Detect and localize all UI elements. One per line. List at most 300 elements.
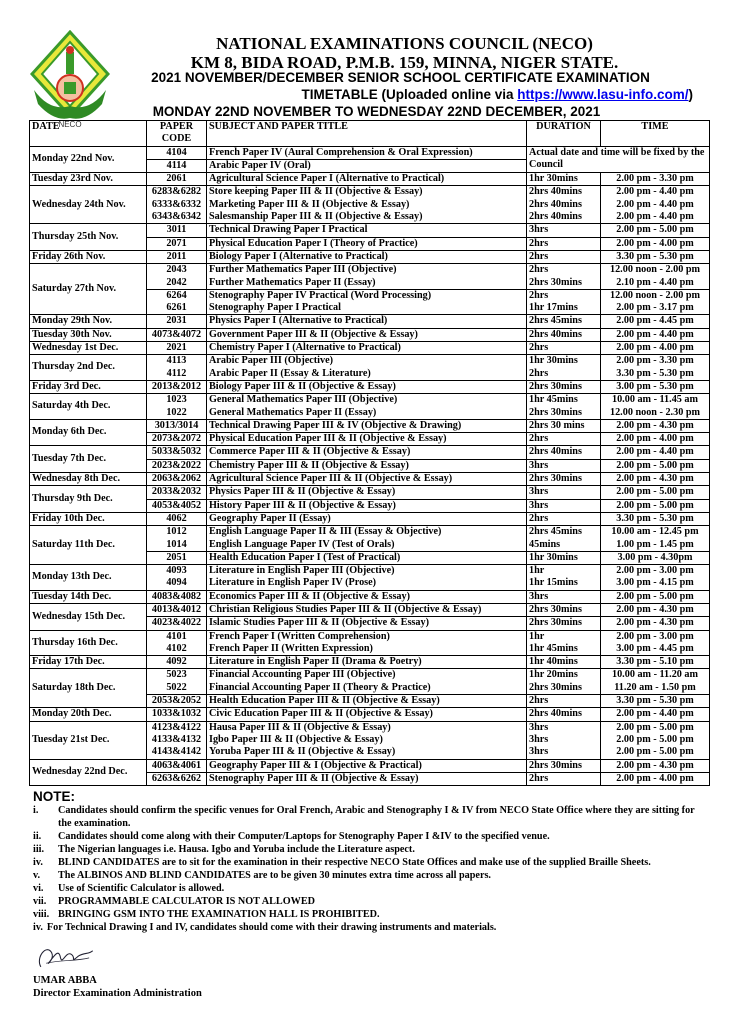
exam-time: 2.00 pm - 5.00 pm xyxy=(616,733,694,745)
exam-time: 2.00 pm - 4.00 pm xyxy=(616,772,694,784)
paper-code: 2071 xyxy=(166,237,187,249)
exam-time-cell xyxy=(601,656,710,669)
subject-title-cell xyxy=(207,617,527,630)
exam-time: 2.00 pm - 5.00 pm xyxy=(616,224,694,236)
exam-date: Friday 26th Nov. xyxy=(30,250,147,263)
exam-time: 3.00 pm - 4.15 pm xyxy=(616,577,694,589)
duration: 1hr 30mins xyxy=(529,355,578,367)
column-header-subject: SUBJECT AND PAPER TITLE xyxy=(207,121,527,147)
table-row xyxy=(30,380,710,393)
table-row xyxy=(30,721,710,759)
duration: 1hr xyxy=(529,565,545,577)
exam-date: Wednesday 1st Dec. xyxy=(30,342,147,355)
table-row xyxy=(30,146,710,159)
paper-code-cell xyxy=(147,380,207,393)
duration: 2hrs xyxy=(529,772,549,784)
subject-title: Biology Paper I (Alternative to Practical) xyxy=(209,250,388,262)
table-row xyxy=(30,250,710,263)
exam-time: 2.00 pm - 4.30 pm xyxy=(616,419,694,431)
paper-code: 2051 xyxy=(166,551,187,563)
document-body xyxy=(29,120,709,1000)
paper-code: 4073&4072 xyxy=(151,328,202,340)
exam-period: MONDAY 22ND NOVEMBER TO WEDNESDAY 22ND DECEMBER, 2021 xyxy=(152,104,601,119)
duration: 2hrs 45mins xyxy=(529,315,582,327)
note-text: The ALBINOS AND BLIND CANDIDATES are to be given 30 minutes extra time across all papers. xyxy=(58,870,491,882)
duration: 2hrs 30mins xyxy=(529,759,582,771)
paper-code: 4092 xyxy=(166,656,187,668)
paper-code-label-line1: PAPER xyxy=(159,121,194,132)
duration: 2hrs 40mins xyxy=(529,708,582,720)
signatory-title: Director Examination Administration xyxy=(33,988,202,1000)
exam-time: 2.00 pm - 4.00 pm xyxy=(616,433,694,445)
paper-code-cell xyxy=(147,656,207,669)
subject-title: Stenography Paper IV Practical (Word Processing) xyxy=(209,289,432,301)
subject-title: Arabic Paper IV (Oral) xyxy=(209,159,311,171)
exam-date: Wednesday 24th Nov. xyxy=(30,186,147,224)
duration: 2hrs xyxy=(529,250,549,262)
exam-time-cell xyxy=(601,603,710,616)
paper-code: 4113 xyxy=(166,355,187,367)
exam-date: Tuesday 14th Dec. xyxy=(30,590,147,603)
exam-time: 12.00 noon - 2.30 pm xyxy=(609,406,700,418)
signatory-name: UMAR ABBA xyxy=(33,975,97,987)
subject-title-cell xyxy=(207,656,527,669)
note-item xyxy=(33,856,709,869)
paper-code: 2013&2012 xyxy=(151,380,202,392)
duration: 2hrs xyxy=(529,342,549,354)
paper-code-cell xyxy=(147,708,207,721)
paper-code-cell xyxy=(147,224,207,237)
table-row xyxy=(30,630,710,656)
subject-title-cell xyxy=(207,355,527,381)
exam-time: 3.30 pm - 5.30 pm xyxy=(616,512,694,524)
signature xyxy=(30,940,100,974)
exam-title: 2021 NOVEMBER/DECEMBER SENIOR SCHOOL CERTIFICATE EXAMINATION xyxy=(151,70,650,85)
paper-code: 6263&6262 xyxy=(151,772,202,784)
exam-date: Wednesday 22nd Dec. xyxy=(30,759,147,786)
duration-cell xyxy=(527,630,601,656)
subject-title-cell xyxy=(207,459,527,472)
subject-title: Marketing Paper III & II (Objective & Essay) xyxy=(209,198,410,210)
paper-code-cell xyxy=(147,355,207,381)
subject-title: Hausa Paper III & II (Objective & Essay) xyxy=(209,721,391,733)
subject-title: Stenography Paper III & II (Objective & Essay) xyxy=(209,772,419,784)
exam-date: Wednesday 8th Dec. xyxy=(30,473,147,486)
duration-cell xyxy=(527,419,601,432)
duration: 3hrs xyxy=(529,721,549,733)
exam-time-cell xyxy=(601,459,710,472)
table-row xyxy=(30,590,710,603)
exam-time-cell xyxy=(601,394,710,420)
subject-title-cell xyxy=(207,669,527,695)
council-address: KM 8, BIDA ROAD, P.M.B. 159, MINNA, NIGER STATE. xyxy=(190,53,619,72)
duration: 2hrs xyxy=(529,264,549,276)
paper-code: 2042 xyxy=(166,276,187,288)
duration-cell xyxy=(527,526,601,552)
subject-title-cell xyxy=(207,708,527,721)
subject-title-cell xyxy=(207,603,527,616)
note-number: ii. xyxy=(33,831,42,843)
exam-time-cell xyxy=(601,224,710,237)
exam-time-cell xyxy=(601,551,710,564)
table-row xyxy=(30,669,710,695)
paper-code-cell xyxy=(147,617,207,630)
paper-code: 2033&2032 xyxy=(151,486,202,498)
paper-code: 1014 xyxy=(166,538,187,550)
paper-code: 1012 xyxy=(166,526,187,538)
exam-time: 2.00 pm - 5.00 pm xyxy=(616,746,694,758)
subject-title-cell xyxy=(207,721,527,759)
timetable-subtitle xyxy=(301,87,693,102)
subject-title: Health Education Paper III & II (Objective & Essay) xyxy=(209,695,440,707)
exam-time: 2.00 pm - 4.00 pm xyxy=(616,237,694,249)
duration-cell xyxy=(527,342,601,355)
note-number: vi. xyxy=(33,883,44,895)
duration: 3hrs xyxy=(529,499,549,511)
exam-date: Thursday 16th Dec. xyxy=(30,630,147,656)
duration: 2hrs 30mins xyxy=(529,603,582,615)
note-item xyxy=(33,804,709,830)
subject-title-cell xyxy=(207,250,527,263)
subject-title-cell xyxy=(207,526,527,552)
subject-title: Agricultural Science Paper III & II (Objective & Essay) xyxy=(209,473,453,485)
duration: 2hrs 30mins xyxy=(529,406,582,418)
duration-cell xyxy=(527,237,601,250)
exam-time-cell xyxy=(601,772,710,785)
exam-date: Tuesday 7th Dec. xyxy=(30,446,147,473)
duration: 1hr 15mins xyxy=(529,577,578,589)
paper-code-cell xyxy=(147,499,207,512)
note-item xyxy=(33,843,709,856)
exam-time: 2.00 pm - 4.30 pm xyxy=(616,473,694,485)
duration: 2hrs 30mins xyxy=(529,276,582,288)
duration-cell xyxy=(527,656,601,669)
subject-title-cell xyxy=(207,499,527,512)
duration-cell xyxy=(527,708,601,721)
svg-text:NECO: NECO xyxy=(58,120,82,129)
subject-title: Islamic Studies Paper III & II (Objective & Essay) xyxy=(209,617,429,629)
exam-time-cell xyxy=(601,433,710,446)
table-row xyxy=(30,473,710,486)
exam-time: 2.00 pm - 3.00 pm xyxy=(616,565,694,577)
subject-title: Commerce Paper III & II (Objective & Essay) xyxy=(209,446,411,458)
exam-time: 3.00 pm - 4.45 pm xyxy=(616,642,694,654)
subject-title: French Paper IV (Aural Comprehension & Oral Expression) xyxy=(209,146,473,158)
duration: 1hr 40mins xyxy=(529,656,578,668)
exam-date: Saturday 4th Dec. xyxy=(30,394,147,420)
subject-title: Agricultural Science Paper I (Alternative to Practical) xyxy=(209,173,445,185)
note-text: BLIND CANDIDATES are to sit for the examination in their respective NECO State Offices and make use of the supplied Braille Sheets. xyxy=(58,857,651,869)
duration-cell xyxy=(527,512,601,525)
duration: 2hrs xyxy=(529,367,549,379)
paper-code: 4101 xyxy=(166,630,187,642)
duration: 1hr 17mins xyxy=(529,302,578,314)
duration-cell xyxy=(527,355,601,381)
subject-title-cell xyxy=(207,512,527,525)
duration-cell xyxy=(527,499,601,512)
subject-title: Literature in English Paper II (Drama & Poetry) xyxy=(209,656,422,668)
duration: 2hrs xyxy=(529,433,549,445)
exam-time: 2.00 pm - 5.00 pm xyxy=(616,721,694,733)
duration: 2hrs 40mins xyxy=(529,198,582,210)
duration-cell xyxy=(527,328,601,341)
subject-title-cell xyxy=(207,565,527,591)
duration: 2hrs xyxy=(529,237,549,249)
website-link[interactable]: https://www.lasu-info.com/ xyxy=(517,87,689,102)
paper-code: 2061 xyxy=(166,173,187,185)
paper-code-cell xyxy=(147,394,207,420)
paper-code-cell xyxy=(147,473,207,486)
paper-code: 5033&5032 xyxy=(151,446,202,458)
exam-date: Tuesday 21st Dec. xyxy=(30,721,147,759)
subject-title: Financial Accounting Paper III (Objective) xyxy=(209,669,396,681)
paper-code: 4062 xyxy=(166,512,187,524)
subject-title-cell xyxy=(207,486,527,499)
table-row xyxy=(30,419,710,432)
subject-title-cell xyxy=(207,433,527,446)
note-item xyxy=(33,869,709,882)
exam-time: 3.00 pm - 5.30 pm xyxy=(616,380,694,392)
paper-code: 3013/3014 xyxy=(154,419,199,431)
subject-title: Christian Religious Studies Paper III & II (Objective & Essay) xyxy=(209,603,482,615)
exam-date: Monday 6th Dec. xyxy=(30,419,147,446)
duration: 2hrs 30mins xyxy=(529,681,582,693)
duration-cell xyxy=(527,250,601,263)
exam-time: 2.00 pm - 4.30 pm xyxy=(616,617,694,629)
exam-time: 2.00 pm - 4.40 pm xyxy=(616,211,694,223)
exam-time: 2.00 pm - 4.40 pm xyxy=(616,186,694,198)
subject-title-cell xyxy=(207,695,527,708)
paper-code: 6283&6282 xyxy=(151,186,202,198)
exam-time: 10.00 am - 11.20 am xyxy=(611,669,699,681)
duration-cell xyxy=(527,565,601,591)
exam-time: 2.00 pm - 5.00 pm xyxy=(616,590,694,602)
note-number: v. xyxy=(33,870,41,882)
note-number: iv. xyxy=(33,922,43,934)
subject-title: Salesmanship Paper III & II (Objective & Essay) xyxy=(209,211,423,223)
paper-code: 4053&4052 xyxy=(151,499,202,511)
table-header-row xyxy=(30,121,710,147)
duration: 2hrs 40mins xyxy=(529,446,582,458)
exam-date: Monday 20th Dec. xyxy=(30,708,147,721)
paper-code: 4093 xyxy=(166,565,187,577)
paper-code: 4063&4061 xyxy=(151,759,202,771)
paper-code: 1022 xyxy=(166,406,187,418)
subject-title: Store keeping Paper III & II (Objective & Essay) xyxy=(209,186,423,198)
note-item xyxy=(33,882,709,895)
exam-time-cell xyxy=(601,499,710,512)
exam-time-cell xyxy=(601,446,710,459)
exam-time-cell xyxy=(601,380,710,393)
table-row xyxy=(30,446,710,459)
exam-time-cell xyxy=(601,342,710,355)
subject-title-cell xyxy=(207,551,527,564)
table-row xyxy=(30,315,710,328)
duration: 2hrs xyxy=(529,695,549,707)
note-text: Use of Scientific Calculator is allowed. xyxy=(58,883,225,895)
paper-code: 4104 xyxy=(166,146,187,158)
paper-code-cell xyxy=(147,603,207,616)
subject-title-cell xyxy=(207,328,527,341)
exam-date: Friday 3rd Dec. xyxy=(30,380,147,393)
exam-time: 1.00 pm - 1.45 pm xyxy=(616,538,694,550)
table-row xyxy=(30,394,710,420)
paper-code-cell xyxy=(147,695,207,708)
exam-time-cell xyxy=(601,630,710,656)
duration: 2hrs 40mins xyxy=(529,328,582,340)
subject-title-cell xyxy=(207,264,527,290)
subject-title: Economics Paper III & II (Objective & Essay) xyxy=(209,590,410,602)
exam-time-cell xyxy=(601,250,710,263)
exam-time: 2.00 pm - 3.30 pm xyxy=(616,173,694,185)
table-row xyxy=(30,759,710,772)
paper-code-cell xyxy=(147,459,207,472)
exam-time: 2.00 pm - 4.30 pm xyxy=(616,759,694,771)
subject-title: Literature in English Paper III (Objective) xyxy=(209,565,395,577)
paper-code-cell xyxy=(147,237,207,250)
subject-title: English Language Paper IV (Test of Orals) xyxy=(209,538,395,550)
subject-title-cell xyxy=(207,419,527,432)
table-row xyxy=(30,526,710,552)
column-header-paper-code xyxy=(147,121,207,147)
paper-code: 4102 xyxy=(166,642,187,654)
duration-cell xyxy=(527,264,601,290)
paper-code: 6333&6332 xyxy=(151,198,202,210)
paper-code-cell xyxy=(147,721,207,759)
table-row xyxy=(30,328,710,341)
subject-title-cell xyxy=(207,446,527,459)
exam-time-cell xyxy=(601,512,710,525)
note-item xyxy=(33,895,709,908)
notes-list xyxy=(29,804,709,934)
subject-title: Igbo Paper III & II (Objective & Essay) xyxy=(209,733,383,745)
council-name: NATIONAL EXAMINATIONS COUNCIL (NECO) xyxy=(216,34,593,53)
duration-cell xyxy=(527,486,601,499)
subject-title: Yoruba Paper III & II (Objective & Essay) xyxy=(209,746,396,758)
duration: 45mins xyxy=(529,538,561,550)
duration: 2hrs 30mins xyxy=(529,617,582,629)
duration-cell xyxy=(527,473,601,486)
exam-date: Monday 29th Nov. xyxy=(30,315,147,328)
exam-time-cell xyxy=(601,173,710,186)
table-row xyxy=(30,264,710,290)
subject-title: Arabic Paper III (Objective) xyxy=(209,355,334,367)
paper-code-label-line2: CODE xyxy=(161,133,192,145)
paper-code-cell xyxy=(147,342,207,355)
paper-code: 1033&1032 xyxy=(151,708,202,720)
note-text: For Technical Drawing I and IV, candidates should come with their drawing instruments and materials. xyxy=(46,922,497,934)
exam-time-cell xyxy=(601,590,710,603)
duration-cell xyxy=(527,446,601,459)
duration: 1hr 30mins xyxy=(529,551,578,563)
paper-code: 2063&2062 xyxy=(151,473,202,485)
subject-title-cell xyxy=(207,315,527,328)
paper-code: 2053&2052 xyxy=(151,695,202,707)
note-number: iv. xyxy=(33,857,43,869)
table-row xyxy=(30,355,710,381)
subject-title-cell xyxy=(207,237,527,250)
note-item xyxy=(33,830,709,843)
exam-time-cell xyxy=(601,264,710,290)
paper-code-cell xyxy=(147,186,207,224)
paper-code: 2073&2072 xyxy=(151,433,202,445)
duration: 1hr 20mins xyxy=(529,669,578,681)
note-text: Candidates should come along with their Computer/Laptops for Stenography Paper I &IV to the specified venue. xyxy=(58,831,550,843)
exam-time: 12.00 noon - 2.00 pm xyxy=(609,264,700,276)
exam-date: Wednesday 15th Dec. xyxy=(30,603,147,630)
subject-title-cell xyxy=(207,380,527,393)
exam-time-cell xyxy=(601,565,710,591)
subject-title-cell xyxy=(207,173,527,186)
subject-title: Technical Drawing Paper III & IV (Objective & Drawing) xyxy=(209,419,462,431)
exam-time: 2.00 pm - 4.45 pm xyxy=(616,315,694,327)
duration-cell xyxy=(527,590,601,603)
duration-cell xyxy=(527,759,601,772)
exam-time: 2.00 pm - 4.40 pm xyxy=(616,198,694,210)
duration: 2hrs 40mins xyxy=(529,186,582,198)
subject-title: Chemistry Paper III & II (Objective & Essay) xyxy=(209,459,409,471)
duration-cell xyxy=(527,617,601,630)
duration-cell xyxy=(527,772,601,785)
duration-cell xyxy=(527,394,601,420)
duration: 3hrs xyxy=(529,224,549,236)
exam-time: 10.00 am - 12.45 pm xyxy=(611,526,699,538)
column-header-date: DATE xyxy=(30,121,147,147)
note-number: iii. xyxy=(33,844,45,856)
paper-code: 4094 xyxy=(166,577,187,589)
exam-time: 2.00 pm - 5.00 pm xyxy=(616,486,694,498)
duration: 3hrs xyxy=(529,590,549,602)
subject-title: Arabic Paper II (Essay & Literature) xyxy=(209,367,371,379)
exam-time-cell xyxy=(601,486,710,499)
paper-code: 6343&6342 xyxy=(151,211,202,223)
note-item xyxy=(33,908,709,921)
exam-time-cell xyxy=(601,355,710,381)
duration: 3hrs xyxy=(529,486,549,498)
timetable-body xyxy=(30,146,710,786)
exam-time-cell xyxy=(601,669,710,695)
duration-cell xyxy=(527,669,601,695)
paper-code: 1023 xyxy=(166,394,187,406)
subject-title-cell xyxy=(207,342,527,355)
exam-time: 2.00 pm - 3.17 pm xyxy=(616,302,694,314)
exam-date: Thursday 9th Dec. xyxy=(30,486,147,513)
exam-date: Tuesday 23rd Nov. xyxy=(30,173,147,186)
duration-cell xyxy=(527,380,601,393)
exam-time-cell xyxy=(601,617,710,630)
subject-title-cell xyxy=(207,772,527,785)
paper-code: 5023 xyxy=(166,669,187,681)
note-number: i. xyxy=(33,805,39,817)
subject-title: Geography Paper II (Essay) xyxy=(209,512,331,524)
duration: 2hrs 30mins xyxy=(529,380,582,392)
exam-time: 2.00 pm - 4.40 pm xyxy=(616,708,694,720)
exam-time: 2.10 pm - 4.40 pm xyxy=(616,276,694,288)
table-row xyxy=(30,708,710,721)
subject-title: History Paper III & II (Objective & Essay) xyxy=(209,499,396,511)
subject-title-cell xyxy=(207,146,527,159)
exam-time-cell xyxy=(601,328,710,341)
note-text: BRINGING GSM INTO THE EXAMINATION HALL IS PROHIBITED. xyxy=(58,909,380,921)
exam-time-cell xyxy=(601,708,710,721)
duration-cell xyxy=(527,289,601,315)
subject-title: English Language Paper II & III (Essay & Objective) xyxy=(209,526,442,538)
paper-code: 5022 xyxy=(166,681,187,693)
paper-code: 2023&2022 xyxy=(151,459,202,471)
duration: 1hr 45mins xyxy=(529,642,578,654)
paper-code-cell xyxy=(147,419,207,432)
exam-time: 2.00 pm - 5.00 pm xyxy=(616,499,694,511)
